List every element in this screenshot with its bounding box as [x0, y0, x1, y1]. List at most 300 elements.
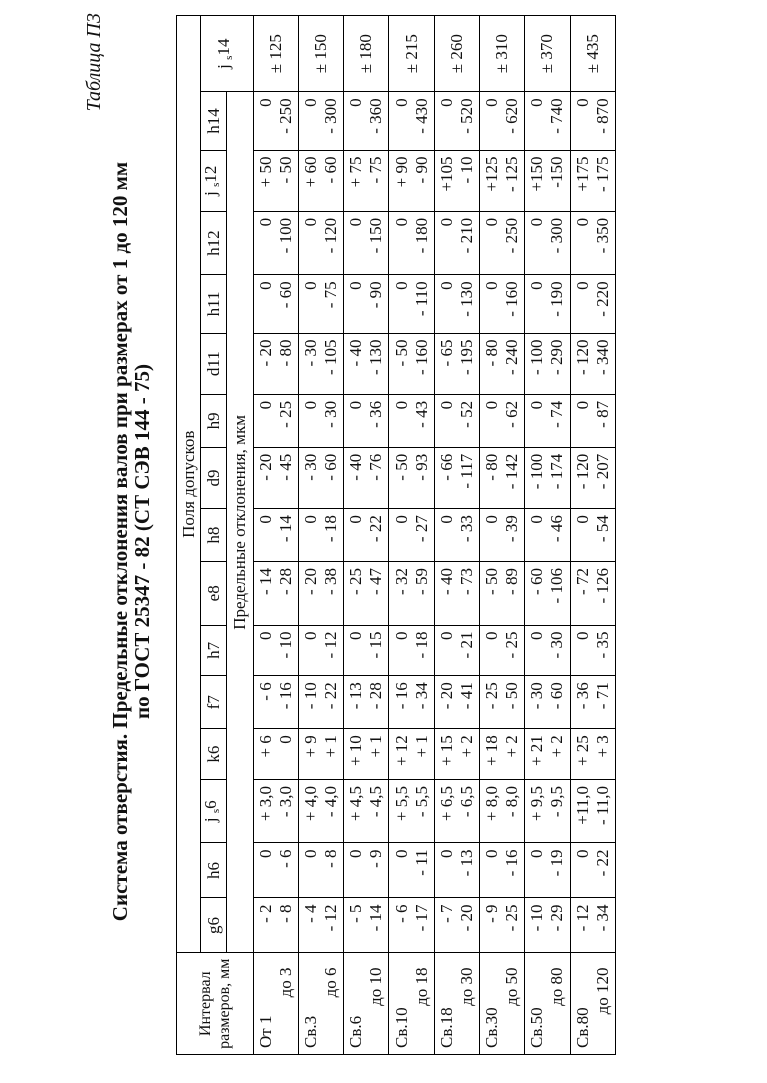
lower-deviation: - 130 [366, 339, 386, 375]
upper-deviation: - 10 [300, 682, 320, 710]
upper-deviation: 0 [572, 217, 592, 227]
upper-deviation: 0 [572, 515, 592, 524]
column-header-js6: j $_s$6 [201, 779, 227, 842]
value-cell-h8 [344, 509, 389, 562]
upper-deviation: + 3,0 [255, 785, 275, 822]
lower-deviation: - 175 [592, 156, 612, 192]
upper-deviation: - 100 [527, 453, 547, 490]
value-cell-h12 [570, 211, 615, 274]
lower-deviation: - 195 [456, 339, 476, 375]
upper-deviation: - 100 [527, 339, 547, 375]
lower-deviation: - 93 [411, 453, 431, 481]
limit-deviations-header: Предельные отклонения, мкм [227, 92, 253, 953]
lower-deviation: - 90 [411, 156, 431, 184]
value-cell-js14: ± 310 [479, 16, 524, 92]
upper-deviation: 0 [255, 849, 275, 858]
table-row [253, 16, 298, 1055]
value-cell-h12 [253, 211, 298, 274]
value-cell-e8 [389, 562, 434, 625]
value-cell-f7 [570, 676, 615, 729]
value-cell-h12 [525, 211, 570, 274]
value-cell-js6 [479, 779, 524, 842]
lower-deviation: - 3,0 [275, 785, 295, 818]
interval-cell [389, 953, 434, 1055]
upper-deviation: 0 [436, 98, 456, 107]
value-cell-h12 [479, 211, 524, 274]
table-row [570, 16, 615, 1055]
column-header-subscript: s [210, 808, 223, 814]
upper-deviation: - 80 [482, 453, 502, 481]
value-cell-k6 [344, 729, 389, 780]
lower-deviation: - 59 [411, 568, 431, 595]
value-cell-h6 [525, 843, 570, 898]
value-cell-h7 [479, 625, 524, 676]
value-cell-js6 [525, 779, 570, 842]
lower-deviation: - 20 [456, 904, 476, 932]
lower-deviation: - 33 [456, 515, 476, 543]
upper-deviation: - 72 [572, 568, 592, 595]
lower-deviation: - 74 [547, 400, 567, 428]
value-cell-js12 [525, 150, 570, 211]
value-cell-f7 [479, 676, 524, 729]
upper-deviation: 0 [572, 849, 592, 858]
value-cell-d9 [525, 447, 570, 508]
value-cell-g6 [298, 898, 343, 953]
upper-deviation: - 60 [527, 568, 547, 595]
upper-deviation: 0 [391, 515, 411, 524]
lower-deviation: - 160 [502, 281, 522, 317]
upper-deviation: + 15 [436, 735, 456, 767]
lower-deviation: - 4,0 [320, 785, 340, 818]
upper-deviation: 0 [391, 849, 411, 858]
lower-deviation: - 50 [275, 156, 295, 184]
upper-deviation: + 10 [346, 735, 366, 767]
lower-deviation: - 75 [320, 281, 340, 309]
lower-deviation: - 30 [320, 400, 340, 428]
upper-deviation: + 50 [255, 156, 275, 188]
interval-from: Св.3 [300, 1015, 320, 1048]
value-cell-h6 [389, 843, 434, 898]
upper-deviation: + 5,5 [391, 785, 411, 822]
lower-deviation: - 8 [275, 904, 295, 923]
value-cell-h14 [434, 92, 479, 150]
upper-deviation: - 66 [436, 453, 456, 481]
value-cell-e8 [344, 562, 389, 625]
value-cell-js12 [479, 150, 524, 211]
value-cell-h7 [344, 625, 389, 676]
lower-deviation: - 76 [366, 453, 386, 481]
lower-deviation: - 21 [456, 631, 476, 659]
value-cell-js14: ± 180 [344, 16, 389, 92]
value-cell-h9 [570, 394, 615, 447]
upper-deviation: + 25 [572, 735, 592, 767]
value-cell-d9 [389, 447, 434, 508]
value-cell-h8 [479, 509, 524, 562]
value-cell-k6 [434, 729, 479, 780]
table-row [525, 16, 570, 1055]
value-cell-h12 [344, 211, 389, 274]
value-cell-js6 [298, 779, 343, 842]
value-cell-k6 [479, 729, 524, 780]
value-cell-h14 [570, 92, 615, 150]
lower-deviation: - 125 [502, 156, 522, 192]
lower-deviation: - 142 [502, 453, 522, 490]
lower-deviation: - 12 [320, 904, 340, 932]
value-cell-h7 [525, 625, 570, 676]
upper-deviation: - 20 [255, 339, 275, 367]
upper-deviation: 0 [255, 98, 275, 107]
lower-deviation: - 22 [592, 849, 612, 877]
lower-deviation: - 60 [275, 281, 295, 309]
table-row [479, 16, 524, 1055]
value-cell-h8 [525, 509, 570, 562]
value-cell-h8 [253, 509, 298, 562]
upper-deviation: + 6,5 [436, 785, 456, 822]
interval-to: до 18 [411, 967, 431, 1006]
value-cell-d9 [434, 447, 479, 508]
value-cell-f7 [253, 676, 298, 729]
lower-deviation: - 47 [366, 568, 386, 595]
value-cell-h14 [298, 92, 343, 150]
column-header-subscript: s [223, 55, 236, 60]
interval-cell [479, 953, 524, 1055]
interval-from: Св.30 [482, 1007, 502, 1048]
upper-deviation: - 25 [482, 682, 502, 710]
lower-deviation: + 2 [456, 735, 476, 758]
upper-deviation: 0 [255, 515, 275, 524]
value-cell-e8 [570, 562, 615, 625]
value-cell-f7 [298, 676, 343, 729]
lower-deviation: - 90 [366, 281, 386, 309]
upper-deviation: +105 [436, 156, 456, 192]
interval-to: до 30 [456, 967, 476, 1006]
lower-deviation: - 18 [411, 631, 431, 659]
interval-to: до 10 [366, 967, 386, 1006]
upper-deviation: - 20 [436, 682, 456, 710]
upper-deviation: +150 [527, 156, 547, 192]
value-cell-k6 [253, 729, 298, 780]
value-cell-js14: ± 125 [253, 16, 298, 92]
upper-deviation: 0 [482, 217, 502, 227]
lower-deviation: - 110 [411, 281, 431, 317]
upper-deviation: +11,0 [572, 785, 592, 825]
upper-deviation: 0 [300, 515, 320, 524]
value-cell-f7 [389, 676, 434, 729]
upper-deviation: 0 [300, 217, 320, 227]
lower-deviation: - 870 [592, 98, 612, 134]
column-header-h12: h12 [201, 211, 227, 274]
upper-deviation: - 20 [255, 453, 275, 481]
upper-deviation: + 6 [255, 735, 275, 758]
upper-deviation: 0 [436, 400, 456, 410]
value-cell-h11 [253, 275, 298, 333]
lower-deviation: + 1 [366, 735, 386, 758]
upper-deviation: - 50 [391, 453, 411, 481]
value-cell-d11 [434, 333, 479, 394]
column-header-h6: h6 [201, 843, 227, 898]
lower-deviation: - 71 [592, 682, 612, 710]
upper-deviation: - 80 [482, 339, 502, 367]
upper-deviation: 0 [572, 631, 592, 641]
lower-deviation: - 10 [275, 631, 295, 659]
column-header-d9: d9 [201, 447, 227, 508]
value-cell-h7 [570, 625, 615, 676]
lower-deviation: - 22 [320, 682, 340, 710]
value-cell-h9 [525, 394, 570, 447]
tolerance-fields-header: Поля допусков [177, 16, 201, 953]
lower-deviation: + 2 [502, 735, 522, 758]
lower-deviation: - 4,5 [366, 785, 386, 818]
interval-cell [434, 953, 479, 1055]
lower-deviation: - 38 [320, 568, 340, 595]
lower-deviation: - 106 [547, 568, 567, 604]
upper-deviation: - 30 [300, 339, 320, 367]
value-cell-h6 [253, 843, 298, 898]
lower-deviation: - 46 [547, 515, 567, 543]
value-cell-h11 [298, 275, 343, 333]
lower-deviation: - 6,5 [456, 785, 476, 818]
interval-cell [298, 953, 343, 1055]
value-cell-h12 [298, 211, 343, 274]
lower-deviation: - 73 [456, 568, 476, 595]
lower-deviation: + 2 [547, 735, 567, 758]
upper-deviation: + 18 [482, 735, 502, 767]
upper-deviation: - 120 [572, 339, 592, 375]
upper-deviation: 0 [527, 515, 547, 524]
value-cell-h9 [389, 394, 434, 447]
value-cell-js6 [570, 779, 615, 842]
value-cell-e8 [525, 562, 570, 625]
value-cell-js6 [389, 779, 434, 842]
lower-deviation: - 45 [275, 453, 295, 481]
value-cell-h6 [344, 843, 389, 898]
upper-deviation: - 12 [572, 904, 592, 932]
value-cell-d11 [525, 333, 570, 394]
lower-deviation: - 250 [502, 217, 522, 254]
upper-deviation: - 40 [346, 453, 366, 481]
lower-deviation: - 130 [456, 281, 476, 317]
table-title-line2: по ГОСТ 25347 - 82 (СТ СЭВ 144 - 75) [130, 364, 154, 720]
lower-deviation: - 150 [366, 217, 386, 254]
upper-deviation: 0 [527, 631, 547, 641]
upper-deviation: 0 [572, 400, 592, 410]
upper-deviation: - 50 [391, 339, 411, 367]
upper-deviation: - 5 [346, 904, 366, 923]
lower-deviation: - 28 [366, 682, 386, 710]
table-title-line1: Система отверстия. Предельные отклонения валов при размерах от 1 до 120 мм [108, 161, 132, 922]
value-cell-h7 [389, 625, 434, 676]
value-cell-h7 [298, 625, 343, 676]
value-cell-js12 [570, 150, 615, 211]
lower-deviation: - 62 [502, 400, 522, 428]
value-cell-g6 [253, 898, 298, 953]
lower-deviation: - 5,5 [411, 785, 431, 818]
upper-deviation: 0 [527, 400, 547, 410]
value-cell-h8 [389, 509, 434, 562]
lower-deviation: - 25 [502, 631, 522, 659]
lower-deviation: - 19 [547, 849, 567, 877]
value-cell-h9 [253, 394, 298, 447]
lower-deviation: - 11,0 [592, 785, 612, 825]
upper-deviation: - 6 [255, 682, 275, 701]
value-cell-h14 [479, 92, 524, 150]
upper-deviation: 0 [482, 98, 502, 107]
value-cell-d11 [479, 333, 524, 394]
upper-deviation: + 12 [391, 735, 411, 767]
lower-deviation: -150 [547, 156, 567, 188]
value-cell-h11 [570, 275, 615, 333]
upper-deviation: 0 [436, 631, 456, 641]
value-cell-h11 [525, 275, 570, 333]
value-cell-g6 [570, 898, 615, 953]
lower-deviation: - 12 [320, 631, 340, 659]
lower-deviation: - 34 [592, 904, 612, 932]
value-cell-h8 [570, 509, 615, 562]
lower-deviation: - 25 [275, 400, 295, 428]
upper-deviation: 0 [391, 631, 411, 641]
table-number: Таблица П3 [83, 13, 105, 112]
column-header-h14: h14 [201, 92, 227, 150]
upper-deviation: 0 [300, 849, 320, 858]
lower-deviation: - 39 [502, 515, 522, 543]
upper-deviation: 0 [255, 217, 275, 227]
lower-deviation: - 126 [592, 568, 612, 604]
lower-deviation: - 250 [275, 98, 295, 134]
value-cell-k6 [389, 729, 434, 780]
value-cell-k6 [570, 729, 615, 780]
lower-deviation: - 11 [411, 849, 431, 876]
lower-deviation: - 350 [592, 217, 612, 254]
column-header-k6: k6 [201, 729, 227, 780]
value-cell-g6 [344, 898, 389, 953]
upper-deviation: 0 [436, 281, 456, 290]
value-cell-k6 [525, 729, 570, 780]
upper-deviation: 0 [527, 849, 547, 858]
upper-deviation: + 9 [300, 735, 320, 758]
interval-to: до 3 [275, 967, 295, 998]
value-cell-d11 [570, 333, 615, 394]
upper-deviation: - 10 [527, 904, 547, 932]
value-cell-e8 [298, 562, 343, 625]
lower-deviation: 0 [275, 735, 295, 744]
upper-deviation: 0 [572, 98, 592, 107]
value-cell-d9 [298, 447, 343, 508]
upper-deviation: - 13 [346, 682, 366, 710]
value-cell-h11 [434, 275, 479, 333]
value-cell-h9 [479, 394, 524, 447]
value-cell-e8 [253, 562, 298, 625]
column-header-subscript: s [210, 182, 223, 187]
lower-deviation: - 174 [547, 453, 567, 490]
upper-deviation: - 9 [482, 904, 502, 923]
value-cell-h12 [434, 211, 479, 274]
upper-deviation: 0 [482, 631, 502, 641]
column-header-h8: h8 [201, 509, 227, 562]
upper-deviation: 0 [527, 98, 547, 107]
upper-deviation: 0 [527, 281, 547, 290]
lower-deviation: - 34 [411, 682, 431, 710]
lower-deviation: - 300 [320, 98, 340, 134]
value-cell-h8 [298, 509, 343, 562]
value-cell-js6 [253, 779, 298, 842]
value-cell-g6 [479, 898, 524, 953]
value-cell-k6 [298, 729, 343, 780]
interval-from: Св.6 [346, 1015, 366, 1048]
value-cell-h9 [434, 394, 479, 447]
lower-deviation: - 87 [592, 400, 612, 428]
value-cell-js12 [344, 150, 389, 211]
column-header-js14: j $_s$14 [201, 16, 253, 92]
lower-deviation: + 1 [411, 735, 431, 758]
lower-deviation: - 50 [502, 682, 522, 710]
upper-deviation: 0 [391, 400, 411, 410]
lower-deviation: - 220 [592, 281, 612, 317]
value-cell-d11 [253, 333, 298, 394]
upper-deviation: 0 [300, 400, 320, 410]
interval-cell [570, 953, 615, 1055]
lower-deviation: - 60 [320, 453, 340, 481]
value-cell-js14: ± 215 [389, 16, 434, 92]
value-cell-e8 [434, 562, 479, 625]
value-cell-js6 [344, 779, 389, 842]
upper-deviation: 0 [391, 98, 411, 107]
upper-deviation: 0 [255, 281, 275, 290]
lower-deviation: - 17 [411, 904, 431, 932]
value-cell-h12 [389, 211, 434, 274]
lower-deviation: - 6 [275, 849, 295, 868]
lower-deviation: - 620 [502, 98, 522, 134]
lower-deviation: - 14 [366, 904, 386, 932]
column-header-g6: g6 [201, 898, 227, 953]
value-cell-h14 [253, 92, 298, 150]
lower-deviation: - 43 [411, 400, 431, 428]
upper-deviation: 0 [346, 515, 366, 524]
upper-deviation: 0 [300, 631, 320, 641]
interval-from: Св.10 [391, 1007, 411, 1048]
upper-deviation: - 7 [436, 904, 456, 923]
lower-deviation: - 89 [502, 568, 522, 595]
value-cell-h7 [253, 625, 298, 676]
lower-deviation: - 8,0 [502, 785, 522, 818]
upper-deviation: - 65 [436, 339, 456, 367]
interval-header: Интервал размеров, мм [177, 953, 254, 1055]
lower-deviation: - 120 [320, 217, 340, 254]
lower-deviation: - 105 [320, 339, 340, 375]
value-cell-js12 [434, 150, 479, 211]
column-header-h9: h9 [201, 394, 227, 447]
upper-deviation: 0 [391, 217, 411, 227]
upper-deviation: 0 [572, 281, 592, 290]
upper-deviation: 0 [300, 281, 320, 290]
lower-deviation: - 28 [275, 568, 295, 595]
value-cell-d11 [344, 333, 389, 394]
value-cell-js12 [298, 150, 343, 211]
value-cell-js14: ± 150 [298, 16, 343, 92]
deviations-table [176, 15, 616, 1055]
upper-deviation: - 14 [255, 568, 275, 595]
lower-deviation: - 160 [411, 339, 431, 375]
upper-deviation: 0 [346, 98, 366, 107]
lower-deviation: - 16 [275, 682, 295, 710]
value-cell-d9 [253, 447, 298, 508]
lower-deviation: - 8 [320, 849, 340, 868]
upper-deviation: 0 [300, 98, 320, 107]
lower-deviation: - 30 [547, 631, 567, 659]
upper-deviation: + 4,0 [300, 785, 320, 822]
upper-deviation: - 30 [300, 453, 320, 481]
upper-deviation: - 120 [572, 453, 592, 490]
column-header-js12: j $_s$12 [201, 150, 227, 211]
